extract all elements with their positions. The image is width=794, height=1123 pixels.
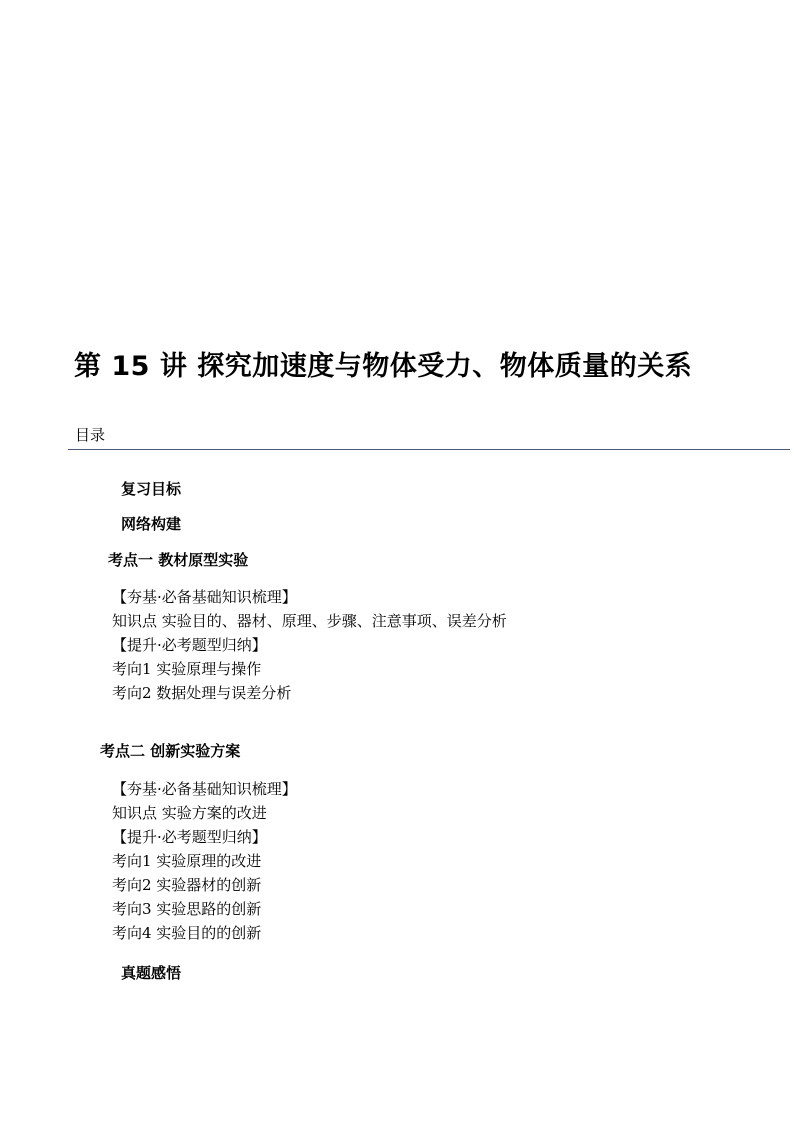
toc-entry-point2-direction4[interactable]: 考向4 实验目的的创新 [112,924,262,942]
toc-entry-review-goals[interactable]: 复习目标 [121,480,182,498]
divider-line [68,449,790,450]
toc-entry-network[interactable]: 网络构建 [121,515,182,533]
toc-entry-point1-direction2[interactable]: 考向2 数据处理与误差分析 [112,684,292,702]
toc-entry-real-exam[interactable]: 真题感悟 [121,964,182,982]
toc-entry-point2-heading[interactable]: 考点二 创新实验方案 [100,742,241,760]
toc-entry-point1-improve[interactable]: 【提升·必考题型归纳】 [112,636,267,654]
toc-entry-point2-direction3[interactable]: 考向3 实验思路的创新 [112,900,262,918]
toc-entry-point2-direction2[interactable]: 考向2 实验器材的创新 [112,876,262,894]
toc-entry-point1-heading[interactable]: 考点一 教材原型实验 [108,551,249,569]
toc-label: 目录 [75,426,106,444]
toc-entry-point2-knowledge[interactable]: 知识点 实验方案的改进 [112,804,267,822]
toc-entry-point1-basics[interactable]: 【夯基·必备基础知识梳理】 [112,588,297,606]
toc-entry-point2-direction1[interactable]: 考向1 实验原理的改进 [112,852,262,870]
document-title: 第 15 讲 探究加速度与物体受力、物体质量的关系 [74,351,693,382]
toc-entry-point2-basics[interactable]: 【夯基·必备基础知识梳理】 [112,780,297,798]
toc-entry-point2-improve[interactable]: 【提升·必考题型归纳】 [112,828,267,846]
toc-entry-point1-direction1[interactable]: 考向1 实验原理与操作 [112,660,262,678]
toc-entry-point1-knowledge[interactable]: 知识点 实验目的、器材、原理、步骤、注意事项、误差分析 [112,612,507,630]
